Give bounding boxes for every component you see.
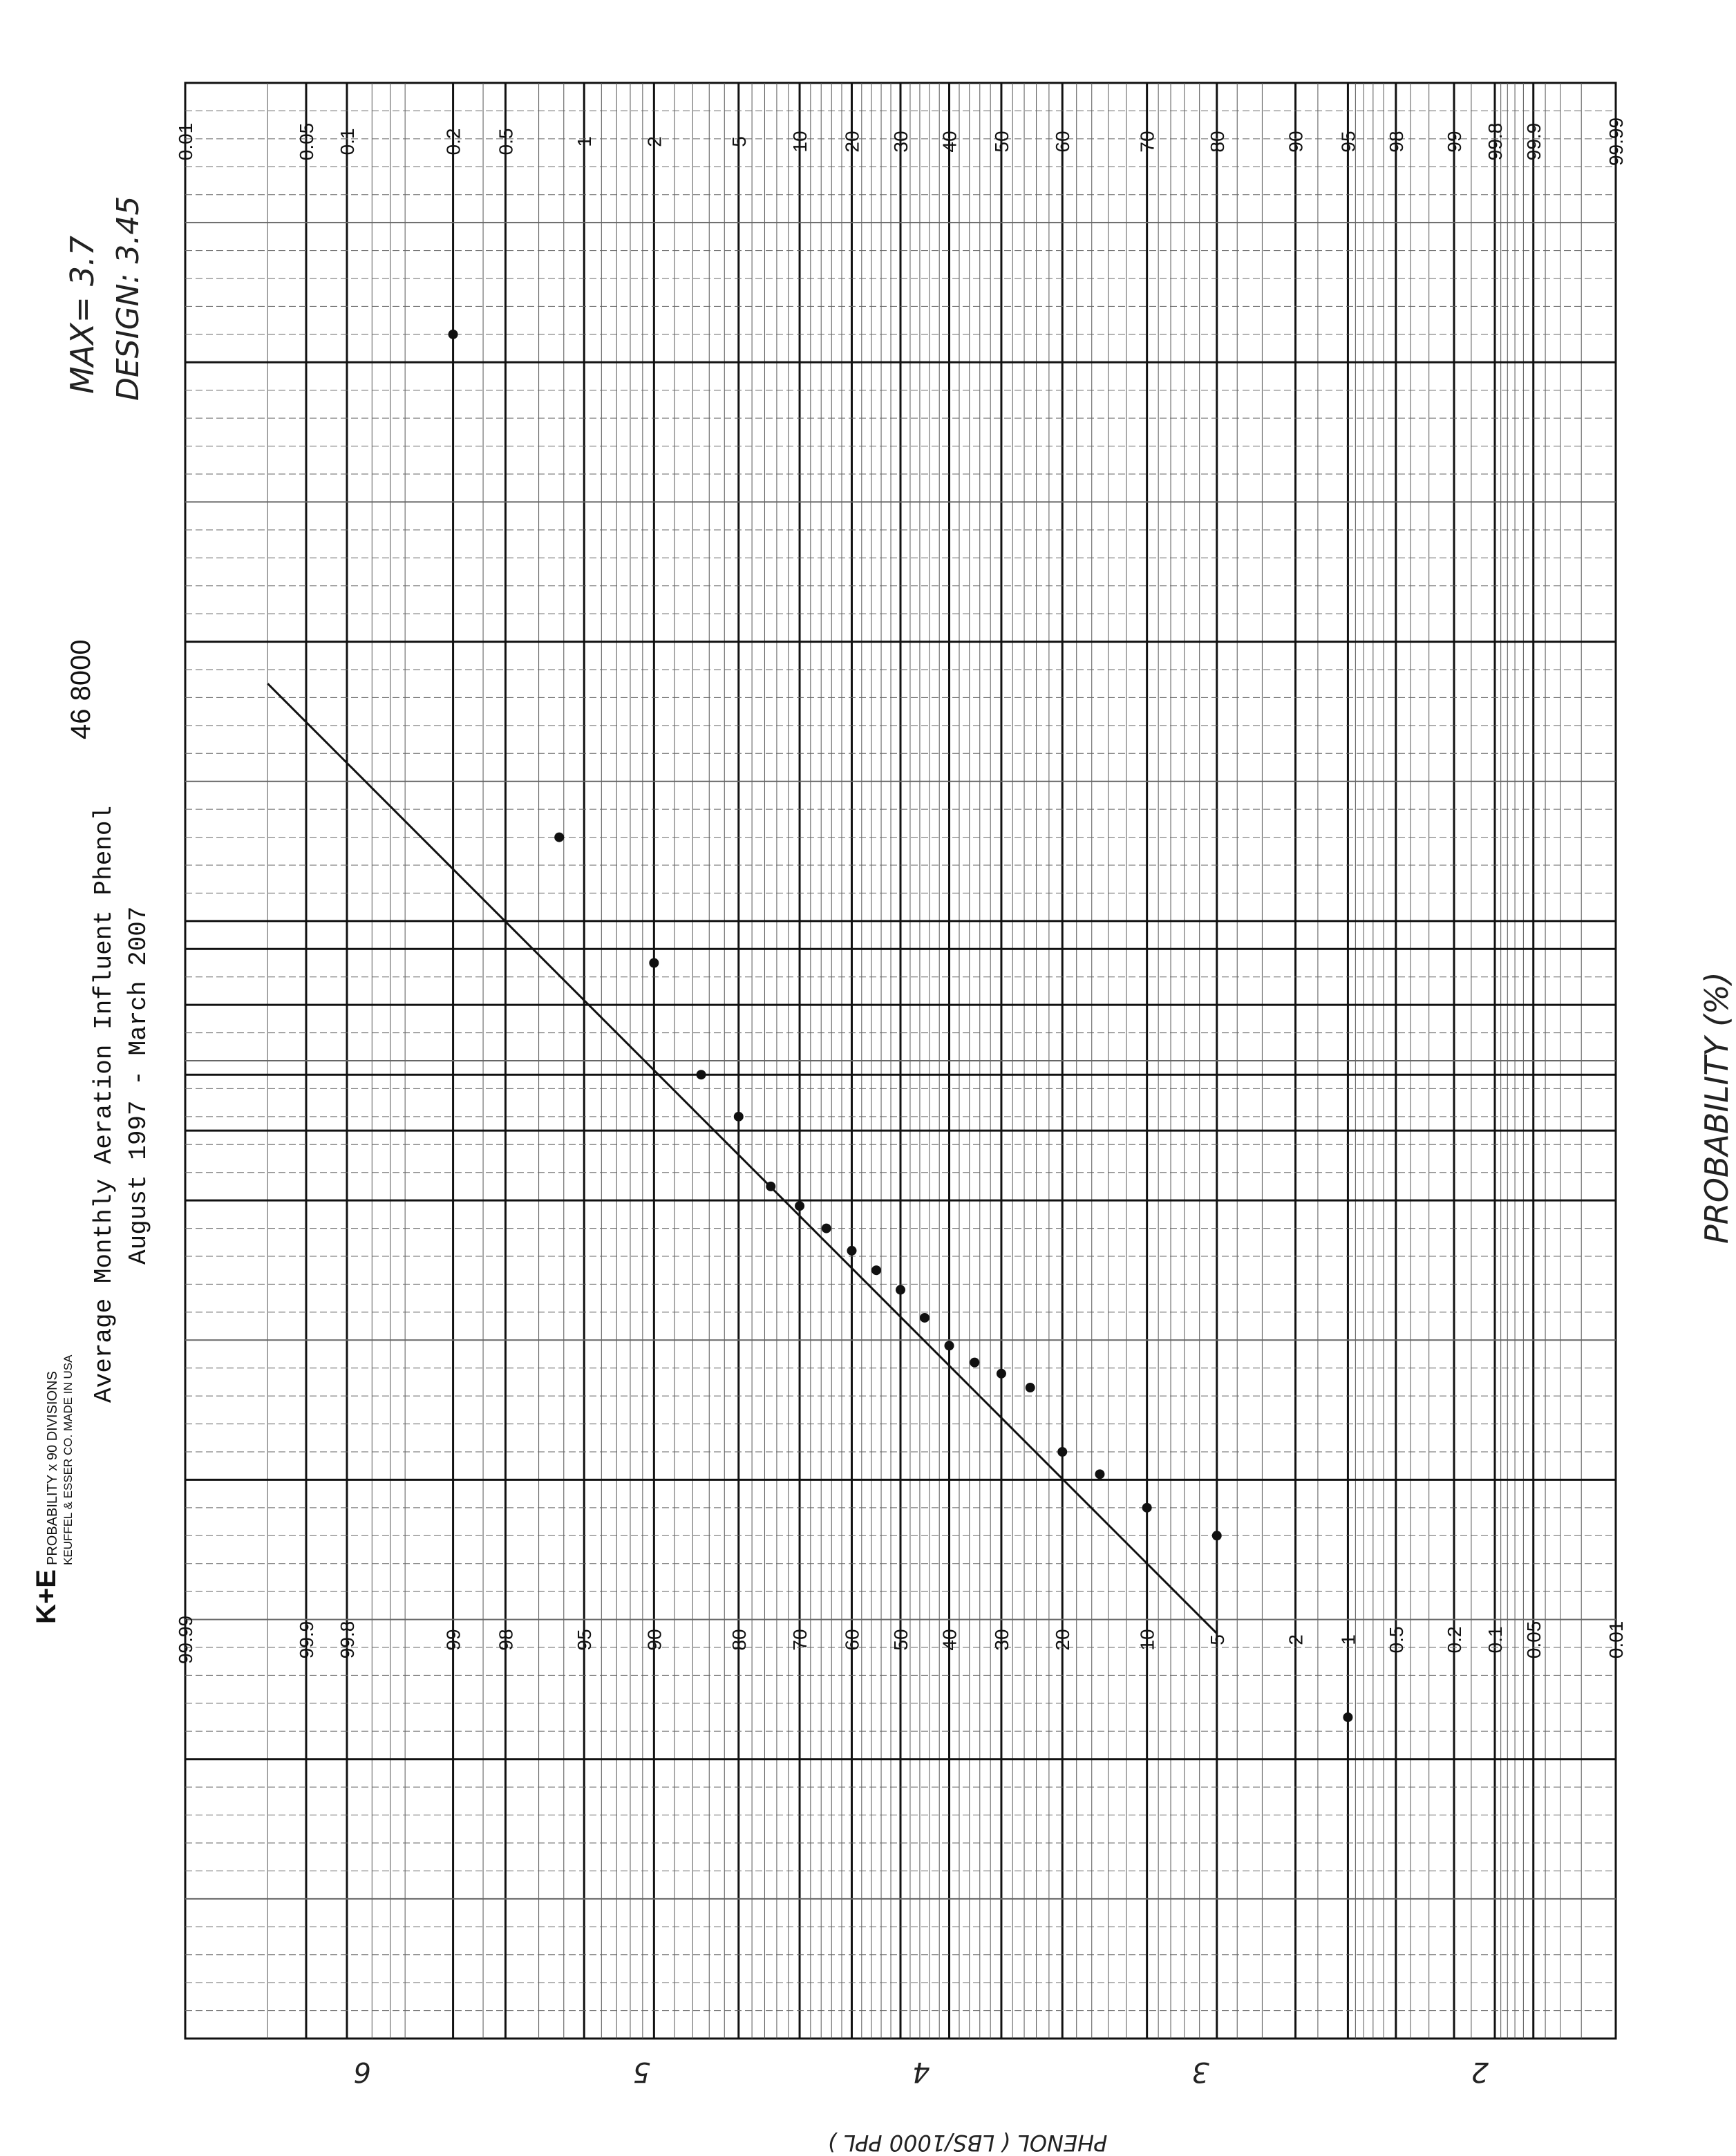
data-point (554, 833, 564, 842)
left-tick-label: 30 (890, 131, 912, 153)
right-tick-label: 98 (495, 1629, 517, 1651)
left-tick-label: 20 (841, 131, 863, 153)
right-tick-label: 0.01 (1605, 1620, 1627, 1659)
right-tick-label: 0.05 (1522, 1620, 1545, 1659)
left-tick-label: 90 (1285, 131, 1307, 153)
x-tick-label: 6 (353, 2056, 372, 2088)
right-tick-label: 2 (1285, 1634, 1307, 1645)
left-tick-label: 70 (1136, 131, 1158, 153)
right-tick-label: 40 (938, 1629, 961, 1651)
x-axis-label: PHENOL ( LBS/1000 PPL ) (827, 2130, 1108, 2156)
data-point (697, 1070, 706, 1079)
right-tick-label: 1 (1337, 1634, 1359, 1645)
left-tick-label: 0.2 (442, 128, 464, 155)
handwritten-design: DESIGN: 3.45 (111, 196, 146, 401)
data-point (1095, 1469, 1104, 1479)
data-point (449, 330, 458, 339)
data-point (1212, 1531, 1222, 1540)
y-axis-label: PROBABILITY (%) (1698, 972, 1735, 1244)
data-point (734, 1112, 744, 1122)
chart-title: Average Monthly Aeration Influent Phenol (90, 805, 118, 1403)
left-tick-label: 99.8 (1484, 122, 1507, 161)
right-tick-label: 99.9 (295, 1620, 317, 1659)
right-tick-label: 99.99 (175, 1615, 196, 1665)
right-tick-label: 70 (789, 1629, 811, 1651)
right-tick-label: 5 (1206, 1634, 1228, 1645)
chart-subtitle: August 1997 - March 2007 (124, 906, 153, 1265)
left-tick-label: 99.9 (1522, 122, 1545, 161)
left-tick-label: 99.99 (1605, 117, 1627, 167)
data-point (1142, 1503, 1152, 1513)
data-point (822, 1224, 831, 1233)
x-tick-label: 3 (1191, 2056, 1209, 2088)
left-tick-label: 2 (643, 136, 666, 147)
right-tick-label: 99 (442, 1629, 464, 1651)
data-point (795, 1201, 804, 1211)
data-point (945, 1341, 954, 1350)
data-point (896, 1285, 905, 1295)
left-tick-label: 99 (1443, 131, 1465, 153)
right-tick-label: 0.2 (1443, 1626, 1465, 1654)
left-tick-label: 0.01 (175, 122, 196, 161)
left-tick-label: 10 (789, 131, 811, 153)
right-tick-label: 0.1 (1484, 1626, 1507, 1654)
right-tick-label: 60 (841, 1629, 863, 1651)
right-tick-label: 95 (574, 1629, 596, 1651)
left-tick-label: 95 (1337, 131, 1359, 153)
left-tick-label: 40 (938, 131, 961, 153)
right-tick-label: 50 (890, 1629, 912, 1651)
data-point (649, 958, 659, 968)
left-tick-label: 0.5 (495, 128, 517, 155)
brand-line1: PROBABILITY x 90 DIVISIONS (45, 1371, 60, 1565)
brand-line2: KEUFFEL & ESSER CO. MADE IN USA (62, 1354, 75, 1565)
data-point (997, 1369, 1006, 1379)
handwritten-max: MAX= 3.7 (64, 236, 101, 394)
data-point (1026, 1383, 1035, 1392)
right-tick-label: 30 (990, 1629, 1012, 1651)
left-tick-label: 5 (728, 136, 750, 147)
data-point (920, 1313, 930, 1323)
catalog-number: 46 8000 (66, 639, 96, 739)
data-point (1343, 1712, 1352, 1722)
left-tick-label: 50 (990, 131, 1012, 153)
left-tick-label: 98 (1385, 131, 1407, 153)
right-tick-label: 90 (643, 1629, 666, 1651)
data-point (871, 1265, 881, 1275)
data-point (970, 1358, 979, 1368)
data-point (1057, 1447, 1067, 1457)
left-tick-label: 60 (1052, 131, 1074, 153)
right-tick-label: 99.8 (337, 1620, 359, 1659)
right-tick-label: 80 (728, 1629, 750, 1651)
left-tick-label: 80 (1206, 131, 1228, 153)
brand-logo: K+E (31, 1569, 62, 1624)
data-point (766, 1182, 775, 1191)
left-tick-label: 0.05 (295, 122, 317, 161)
left-tick-label: 0.1 (337, 128, 359, 155)
data-point (847, 1246, 856, 1256)
x-tick-label: 2 (1471, 2056, 1489, 2088)
right-tick-label: 20 (1052, 1629, 1074, 1651)
right-tick-label: 10 (1136, 1629, 1158, 1651)
x-tick-label: 5 (632, 2056, 651, 2088)
x-tick-label: 4 (912, 2056, 930, 2088)
right-tick-label: 0.5 (1385, 1626, 1407, 1654)
left-tick-label: 1 (574, 136, 596, 147)
